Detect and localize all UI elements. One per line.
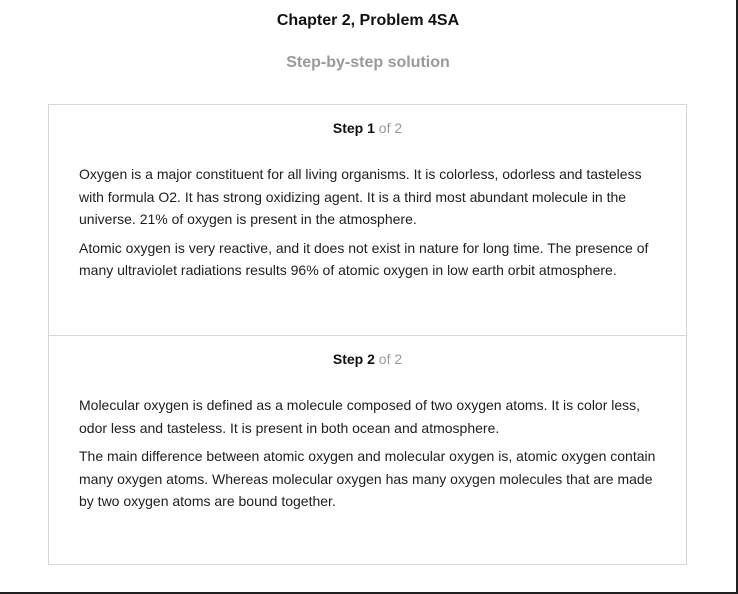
step-1-total: of 2 xyxy=(378,120,403,136)
solution-subtitle: Step-by-step solution xyxy=(286,54,450,71)
step-1-header xyxy=(79,119,656,137)
page-title: Chapter 2, Problem 4SA xyxy=(276,12,460,29)
step-1-label xyxy=(333,120,375,136)
step-2-total: of 2 xyxy=(378,351,403,367)
step-2-paragraph-1: Molecular oxygen is defined as a molecule composed of two oxygen atoms. It is color less, odor less and tasteless. It is present in both ocean and atmosphere. xyxy=(79,397,641,436)
step-1-section xyxy=(49,105,686,336)
step-2-paragraph-2: The main difference between atomic oxygen and molecular oxygen is, atomic oxygen contain many oxygen atoms. Whereas molecular oxygen has many oxygen molecules that are made by two oxygen atoms are bound together. xyxy=(79,448,656,509)
step-1-number: 1 xyxy=(367,120,375,136)
step-2-word: Step xyxy=(332,351,364,367)
step-2-number: 2 xyxy=(367,351,375,367)
step-2-header xyxy=(79,350,656,368)
step-1-body xyxy=(79,163,656,282)
step-2-label xyxy=(333,351,375,367)
step-1-paragraph-2: Atomic oxygen is very reactive, and it does not exist in nature for long time. The presence of many ultraviolet radiations results 96% of atomic oxygen in low earth orbit atmosphere. xyxy=(79,239,649,278)
solution-card xyxy=(48,104,687,565)
step-2-body xyxy=(79,394,656,513)
step-1-word: Step xyxy=(332,120,364,136)
step-1-paragraph-1: Oxygen is a major constituent for all living organisms. It is colorless, odorless and tasteless with formula O2. It has strong oxidizing agent. It is a third most abundant molecule in the universe. 21% of oxygen is present in the atmosphere. xyxy=(79,166,642,227)
step-2-section xyxy=(49,336,686,564)
